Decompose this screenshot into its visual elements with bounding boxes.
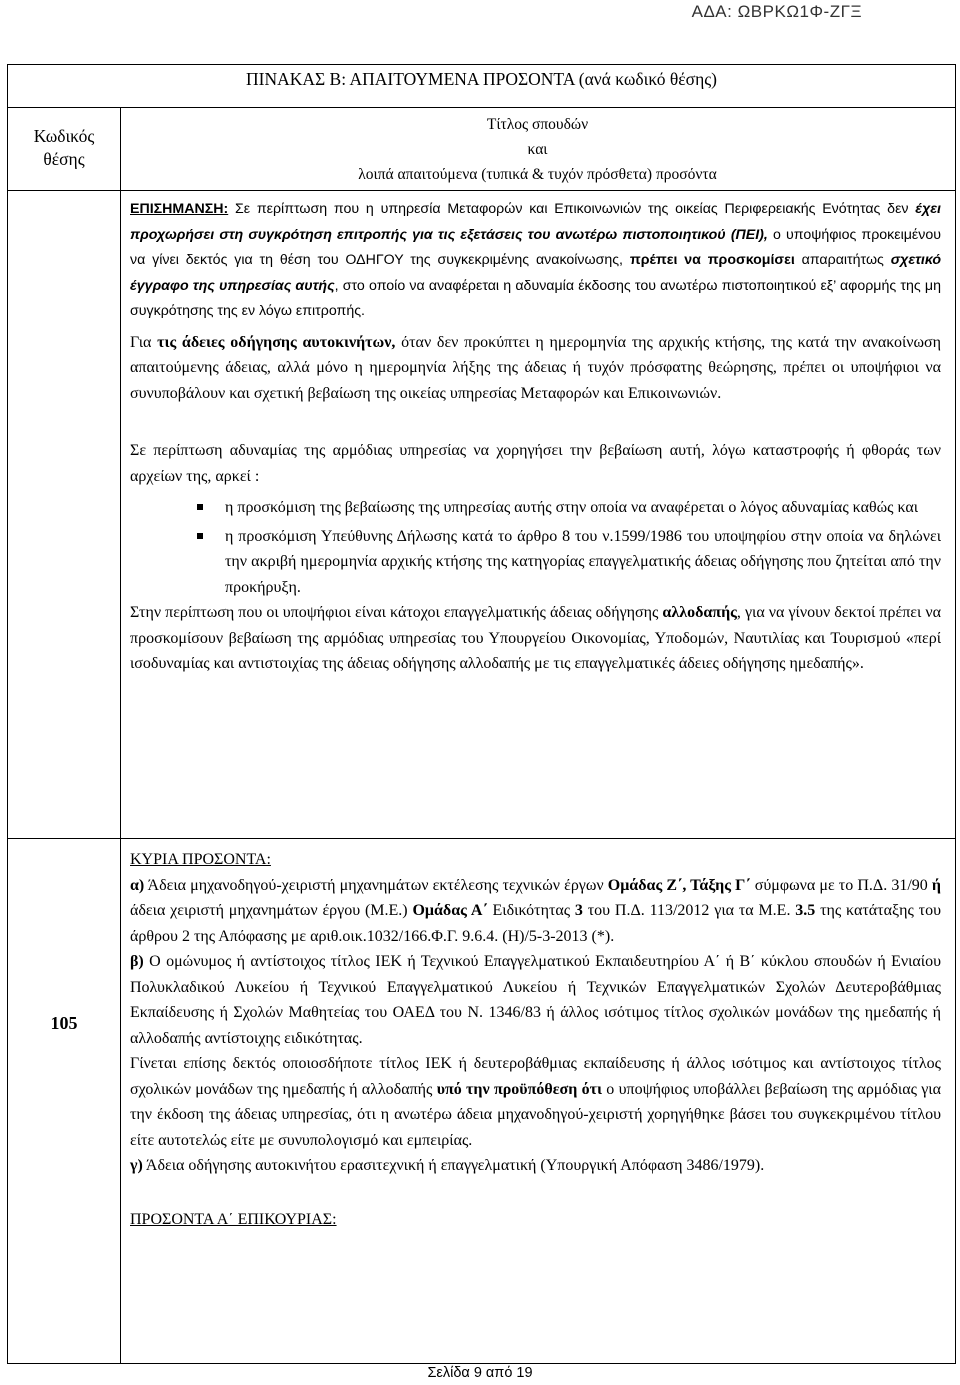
qualifications-table: [7, 64, 956, 1364]
note-emphasis: σχετικό έγγραφο της υπηρεσίας αυτής: [130, 252, 941, 294]
acceptance-text: Γίνεται επίσης δεκτός οποιοσδήποτε τίτλος ΙΕΚ ή δευτεροβάθμιας εκπαίδευσης ή άλλος ισότιμος και αντίστοιχος τίτλος σχολικών μονάδων της ημεδαπής ή αλλοδαπής: [130, 1055, 941, 1098]
qualification-label: β): [130, 953, 144, 970]
qualification-emphasis: ή: [931, 876, 942, 894]
impossibility-list: [130, 495, 941, 600]
acceptance-emphasis: υπό την προϋπόθεση ότι: [436, 1080, 602, 1098]
licenses-paragraph: [130, 330, 941, 407]
list-item: [130, 524, 941, 601]
note-section: [130, 197, 941, 677]
note-text: απαραιτήτως: [794, 252, 891, 268]
note-emphasis: έχει προχωρήσει στη συγκρότηση επιτροπής για τις εξετάσεις του ανωτέρω πιστοποιητικού (ΠΕΙ),: [130, 201, 941, 243]
column-header-code: [8, 125, 120, 171]
qualification-text: άδεια χειριστή μηχανημάτων έργου (Μ.Ε.): [130, 902, 413, 919]
foreign-text: , για να γίνουν δεκτοί πρέπει να προσκομίσουν βεβαίωση της αρμόδιας υπηρεσίας του Υπουργείου Οικονομίας, Υποδομών, Ναυτιλίας και Τουρισμού «περί ισοδυναμίας και αντιστοιχίας της άδειας οδήγησης αλλοδαπής με τις επαγγελματικές άδειες οδήγησης ημεδαπής».: [130, 604, 941, 672]
note-text: , στο οποίο να αναφέρεται η αδυναμία έκδοσης του ανωτέρω πιστοποιητικού εξ’ αφορμής της μη συγκρότησης της εν λόγω επιτροπής.: [130, 277, 941, 319]
qualification-emphasis: Ομάδας Ζ΄, Τάξης Γ΄: [607, 876, 751, 894]
square-bullet-icon: [197, 504, 203, 510]
table-title: ΠΙΝΑΚΑΣ Β: ΑΠΑΙΤΟΥΜΕΝΑ ΠΡΟΣΟΝΤΑ (ανά κωδικό θέσης): [245, 69, 717, 89]
qualification-emphasis: Ομάδας Α΄: [412, 902, 488, 919]
table-divider: [8, 838, 955, 839]
qualification-text: σύμφωνα με το Π.Δ. 31/90: [750, 876, 932, 894]
column-divider: [120, 107, 121, 1363]
column-header-title-line1: Τίτλος σπουδών: [486, 116, 589, 133]
position-code: 105: [50, 1013, 78, 1033]
list-item-text: η προσκόμιση Υπεύθυνης Δήλωσης κατά το άρθρο 8 του ν.1599/1986 του υποψηφίου στην οποία να δηλώνει την ακριβή ημερομηνία αρχικής κτήσης της κατηγορίας επαγγελματικής άδειας οδήγησης που ζητείται από την προκήρυξη.: [225, 527, 941, 596]
note-paragraph: [130, 197, 941, 325]
column-header-title-line3: λοιπά απαιτούμενα (τυπικά & τυχόν πρόσθετα) προσόντα: [358, 166, 717, 183]
column-header-code-line1: Κωδικός: [33, 126, 95, 146]
list-item: [130, 495, 941, 521]
qualification-c: [130, 1153, 941, 1179]
qualification-text: Ο ομώνυμος ή αντίστοιχος τίτλος ΙΕΚ ή Τεχνικού Επαγγελματικού Εκπαιδευτηρίου Α΄ ή Β΄ κύκλου σπουδών ή Ενιαίου Πολυκλαδικού Λυκείου ή Τεχνικού Επαγγελματικού Λυκείου ή Τεχνικών Επαγγελματικών Σχολών Δευτεροβάθμιας Εκπαίδευσης ή Σχολών Μαθητείας του ΟΑΕΔ του Ν. 1346/83 ή άλλος ισότιμος τίτλος σχολικών μονάδων της ημεδαπής ή αλλοδαπής αντίστοιχης ειδικότητας.: [130, 953, 941, 1047]
qualification-text: Ειδικότητας: [487, 902, 575, 919]
list-item-text: η προσκόμιση της βεβαίωσης της υπηρεσίας αυτής στην οποία να αναφέρεται ο λόγος αδυναμίας καθώς και: [225, 499, 919, 516]
square-bullet-icon: [197, 533, 203, 539]
acceptance-paragraph: [130, 1051, 941, 1153]
column-header-title-line2: και: [527, 141, 548, 158]
qualification-text: Άδεια οδήγησης αυτοκινήτου ερασιτεχνική ή επαγγελματική (Υπουργική Απόφαση 3486/1979).: [142, 1157, 765, 1174]
auxiliary-qualifications-heading: ΠΡΟΣΟΝΤΑ Α΄ ΕΠΙΚΟΥΡΙΑΣ:: [130, 1210, 337, 1228]
qualification-emphasis: 3.5: [795, 902, 816, 919]
row-105-qualifications: [130, 847, 941, 1232]
impossibility-intro: Σε περίπτωση αδυναμίας της αρμόδιας υπηρεσίας να χορηγήσει την βεβαίωση αυτή, λόγω καταστροφής ή φθοράς των αρχείων της, αρκεί :: [130, 442, 941, 485]
note-text: ο υποψήφιος προκειμένου να γίνει δεκτός για τη θέση του ΟΔΗΓΟΥ της συγκεκριμένης ανακοίνωσης,: [130, 226, 941, 268]
licenses-text: όταν δεν προκύπτει η ημερομηνία της αρχικής κτήσης, της κατά την ανακοίνωση απαιτούμενης άδειας, αλλά μόνο η ημερομηνία λήξης της άδειας ή τυχόν πρόσφατης θεώρησης, πρέπει οι υποψήφιοι να συνυποβάλουν και σχετική βεβαίωση της οικείας υπηρεσίας Μεταφορών και Επικοινωνιών.: [130, 333, 942, 402]
qualification-label: γ): [130, 1157, 143, 1174]
table-divider: [8, 107, 955, 108]
qualification-text: Άδεια μηχανοδηγού-χειριστή μηχανημάτων εκτέλεσης τεχνικών έργων: [144, 876, 608, 894]
qualification-text: της κατάταξης του άρθρου 2 της Απόφασης με αριθ.οικ.1032/166.Φ.Γ. 9.6.4. (Η)/5-3-2013 (*).: [130, 902, 941, 945]
foreign-license-paragraph: [130, 600, 941, 677]
qualification-b: [130, 949, 941, 1051]
table-divider: [8, 190, 955, 191]
column-header-title: [120, 112, 955, 187]
page-number: Σελίδα 9 από 19: [427, 1365, 533, 1381]
qualification-text: του Π.Δ. 113/2012 για τα Μ.Ε.: [582, 902, 796, 919]
foreign-emphasis: αλλοδαπής: [662, 604, 737, 621]
main-qualifications-heading: ΚΥΡΙΑ ΠΡΟΣΟΝΤΑ:: [130, 851, 271, 868]
column-header-code-line2: θέσης: [43, 149, 85, 169]
qualification-label: α): [130, 876, 145, 894]
foreign-text: Στην περίπτωση που οι υποψήφιοι είναι κάτοχοι επαγγελματικής άδειας οδήγησης: [130, 604, 663, 621]
qualification-emphasis: 3: [574, 902, 583, 919]
licenses-text: Για: [130, 333, 158, 351]
note-label: ΕΠΙΣΗΜΑΝΣΗ:: [130, 201, 229, 217]
qualification-a: [130, 873, 941, 950]
note-emphasis: πρέπει να προσκομίσει: [629, 252, 795, 268]
licenses-emphasis: τις άδειες οδήγησης αυτοκινήτων,: [157, 333, 396, 351]
acceptance-text: ο υποψήφιος υποβάλλει βεβαίωση της αρμόδιας για την έκδοση της άδειας υπηρεσίας, ότι η ανωτέρω άδεια μηχανοδηγού-χειριστή χορηγήθηκε βάσει του συγκεκριμένου τίτλου είτε αυτοτελώς είτε με συνυπολογισμό και εμπειρίας.: [130, 1080, 941, 1149]
ada-code: ΑΔΑ: ΩΒΡΚΩ1Φ-ΖΓΞ: [691, 2, 862, 21]
note-text: Σε περίπτωση που η υπηρεσία Μεταφορών και Επικοινωνιών της οικείας Περιφερειακής Ενότητας δεν: [228, 201, 916, 217]
